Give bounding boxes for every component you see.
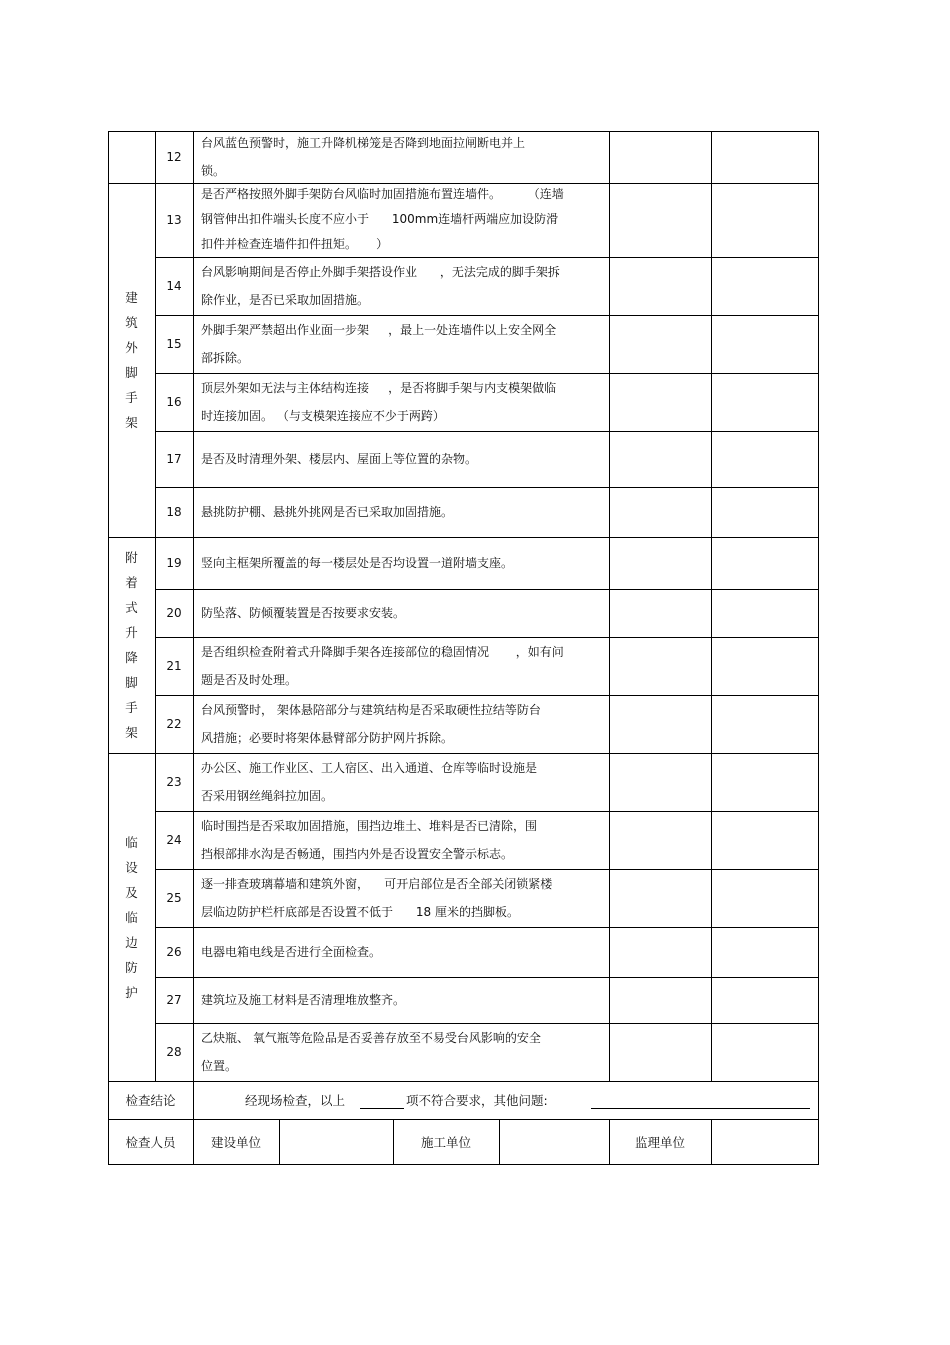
item-number: 19 bbox=[166, 556, 182, 570]
item-number: 28 bbox=[166, 1045, 182, 1059]
category-char: 着 bbox=[125, 575, 138, 590]
category-char: 降 bbox=[125, 650, 138, 665]
category-char: 升 bbox=[125, 625, 138, 640]
item-text: 顶层外架如无法与主体结构连接 ，是否将脚手架与内支模架做临 时连接加固。 （与支模架连接应不少于两跨） bbox=[201, 381, 557, 423]
category-char: 脚 bbox=[125, 675, 138, 690]
item-text: 是否及时清理外架、楼层内、屋面上等位置的杂物。 bbox=[201, 452, 478, 466]
item-number: 13 bbox=[166, 213, 182, 227]
item-text: 外脚手架严禁超出作业面一步架 ，最上一处连墙件以上安全网全 部拆除。 bbox=[201, 323, 557, 365]
category-char: 式 bbox=[125, 600, 138, 615]
category-char: 临 bbox=[125, 834, 138, 850]
conclusion-text-before: 经现场检查，以上 bbox=[245, 1093, 346, 1108]
item-text: 建筑垃及施工材料是否清理堆放整齐。 bbox=[201, 993, 406, 1007]
category-scaffold bbox=[108, 183, 155, 537]
item-text: 乙炔瓶、 氧气瓶等危险品是否妥善存放至不易受台风影响的安全 位置。 bbox=[201, 1031, 541, 1073]
build-unit-label: 建设单位 bbox=[210, 1135, 261, 1150]
item-number: 16 bbox=[166, 395, 182, 409]
item-text: 防坠落、防倾覆装置是否按要求安装。 bbox=[201, 606, 406, 620]
category-char: 架 bbox=[125, 725, 138, 740]
construction-unit-label: 施工单位 bbox=[420, 1135, 471, 1150]
item-text: 台风影响期间是否停止外脚手架搭设作业 ，无法完成的脚手架拆 除作业，是否已采取加固措施。 bbox=[201, 265, 560, 307]
category-char: 架 bbox=[125, 415, 138, 430]
item-text: 悬挑防护棚、悬挑外挑网是否已采取加固措施。 bbox=[201, 505, 454, 519]
supervision-unit-label: 监理单位 bbox=[634, 1135, 685, 1150]
category-char: 外 bbox=[125, 340, 138, 355]
category-char: 筑 bbox=[125, 315, 138, 330]
category-char: 附 bbox=[125, 550, 138, 565]
item-text: 台风蓝色预警时，施工升降机梯笼是否降到地面拉闸断电并上 锁。 bbox=[201, 136, 526, 178]
item-text: 台风预警时， 架体悬陪部分与建筑结构是否采取硬性拉结等防台 风措施；必要时将架体悬臂部分防护网片拆除。 bbox=[201, 703, 541, 745]
item-number: 25 bbox=[166, 891, 182, 905]
col-line-inspector bbox=[279, 1119, 280, 1165]
col-line-result bbox=[711, 131, 712, 1081]
item-number: 26 bbox=[166, 945, 182, 959]
category-char: 脚 bbox=[125, 365, 138, 380]
item-number: 22 bbox=[166, 717, 182, 731]
item-text: 电器电箱电线是否进行全面检查。 bbox=[201, 945, 382, 959]
item-text: 是否严格按照外脚手架防台风临时加固措施布置连墙件。 （连墙 钢管伸出扣件端头长度不应小于 100mm连墙杆两端应加设防滑 扣件并检查连墙件扣件扭矩。 ） bbox=[201, 186, 564, 251]
nonconforming-count-blank bbox=[360, 1108, 404, 1109]
category-climbing-scaffold bbox=[108, 537, 155, 753]
item-text: 是否组织检查附着式升降脚手架各连接部位的稳固情况 ，如有问 题是否及时处理。 bbox=[201, 645, 564, 687]
item-text: 办公区、施工作业区、工人宿区、出入通道、仓库等临时设施是 否采用钢丝绳斜拉加固。 bbox=[201, 761, 538, 803]
item-text: 临时围挡是否采取加固措施，围挡边堆土、堆料是否已清除，围 挡根部排水沟是否畅通，围挡内外是否设置安全警示标志。 bbox=[201, 819, 538, 861]
conclusion-text-after: 项不符合要求，其他问题: bbox=[406, 1093, 548, 1108]
category-temporary-edge bbox=[108, 753, 155, 1081]
item-number: 15 bbox=[166, 337, 182, 351]
category-char: 防 bbox=[125, 959, 138, 975]
item-number: 23 bbox=[166, 775, 182, 789]
category-char: 手 bbox=[125, 700, 138, 715]
table-right-border bbox=[818, 131, 819, 1165]
category-char: 护 bbox=[125, 984, 138, 1000]
category-char: 手 bbox=[125, 390, 138, 405]
item-number: 27 bbox=[166, 993, 182, 1007]
category-char: 及 bbox=[125, 884, 138, 900]
col-line-inspector bbox=[499, 1119, 500, 1165]
item-number: 17 bbox=[166, 452, 182, 466]
inspectors-label: 检查人员 bbox=[125, 1135, 176, 1150]
conclusion-label: 检查结论 bbox=[125, 1093, 176, 1108]
item-number: 12 bbox=[166, 150, 182, 164]
item-text: 逐一排查玻璃幕墙和建筑外窗， 可开启部位是否全部关闭锁紧楼 层临边防护栏杆底部是否设置不低于 18 厘米的挡脚板。 bbox=[201, 877, 553, 919]
item-number: 20 bbox=[166, 606, 182, 620]
category-char: 临 bbox=[125, 909, 138, 925]
col-line-inspector bbox=[711, 1119, 712, 1165]
col-line-item bbox=[609, 131, 610, 1081]
category-char: 建 bbox=[125, 290, 138, 305]
category-char: 边 bbox=[125, 934, 138, 950]
item-number: 21 bbox=[166, 659, 182, 673]
item-number: 14 bbox=[166, 279, 182, 293]
category-char: 设 bbox=[125, 859, 138, 875]
item-text: 竖向主框架所覆盖的每一楼层处是否均设置一道附墙支座。 bbox=[201, 556, 514, 570]
item-number: 24 bbox=[166, 833, 182, 847]
item-number: 18 bbox=[166, 505, 182, 519]
other-issues-blank bbox=[591, 1108, 810, 1109]
